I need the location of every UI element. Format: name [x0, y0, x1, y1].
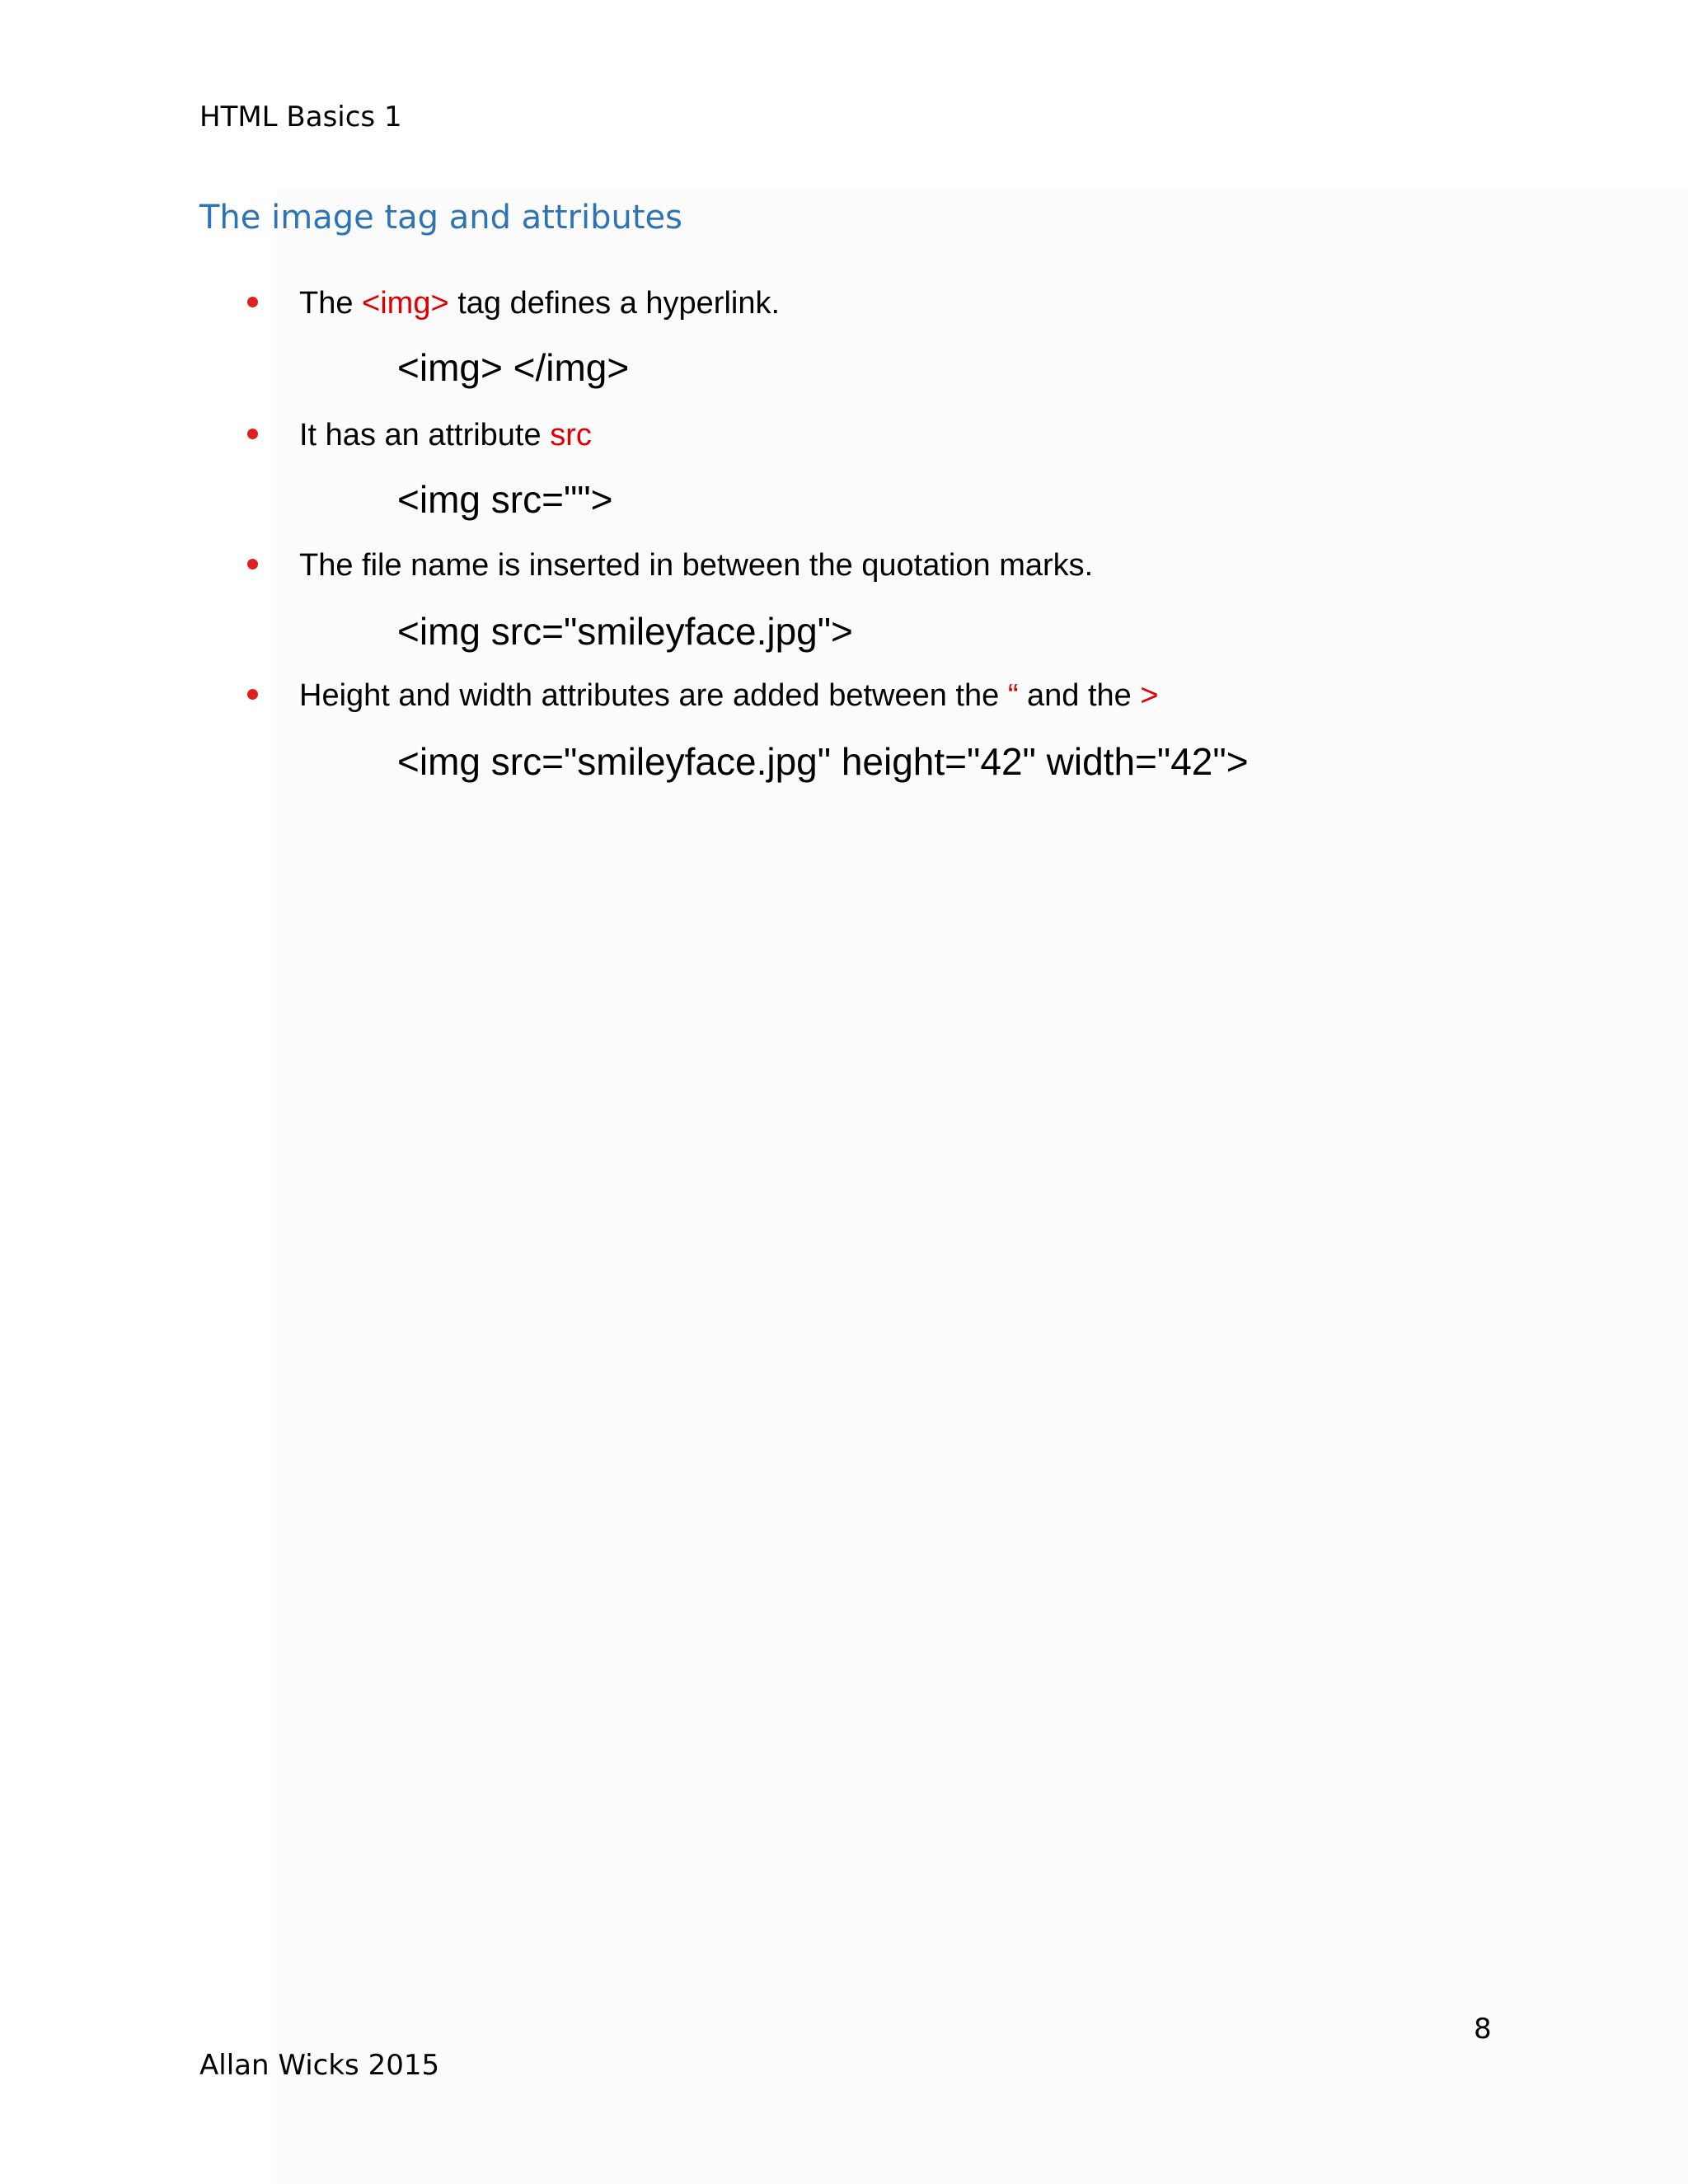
bullet-text-highlight: “ [1007, 678, 1019, 713]
bullet-text-highlight: <img> [362, 286, 449, 321]
bullet-item-1 [247, 284, 780, 323]
bullet-text-before: It has an attribute [299, 418, 551, 452]
bullet-text-after: tag defines a hyperlink. [448, 286, 781, 321]
bullet-icon [247, 297, 258, 307]
bullet-text-highlight: src [550, 418, 592, 452]
bullet-text-before: Height and width attributes are added between the [299, 678, 1008, 713]
bullet-item-2 [247, 415, 592, 455]
code-example-4: <img src="smileyface.jpg" height="42" width="42"> [397, 740, 1249, 783]
document-header: HTML Basics 1 [199, 101, 402, 134]
code-example-1: <img> </img> [397, 346, 630, 389]
bullet-text-before: The file name is inserted in between the quotation marks. [299, 548, 1094, 583]
bullet-text-highlight-2: > [1140, 678, 1159, 713]
bullet-icon [247, 429, 258, 439]
document-footer: Allan Wicks 2015 [199, 2049, 440, 2082]
bullet-item-4 [247, 676, 1159, 715]
bullet-text-before: The [299, 286, 363, 321]
code-example-2: <img src=""> [397, 478, 613, 521]
bullet-icon [247, 559, 258, 569]
bullet-text-after: and the [1018, 678, 1141, 713]
bullet-icon [247, 689, 258, 700]
section-heading: The image tag and attributes [199, 199, 682, 237]
page-number: 8 [1474, 2013, 1492, 2046]
code-example-3: <img src="smileyface.jpg"> [397, 610, 853, 653]
bullet-item-3 [247, 546, 1093, 585]
